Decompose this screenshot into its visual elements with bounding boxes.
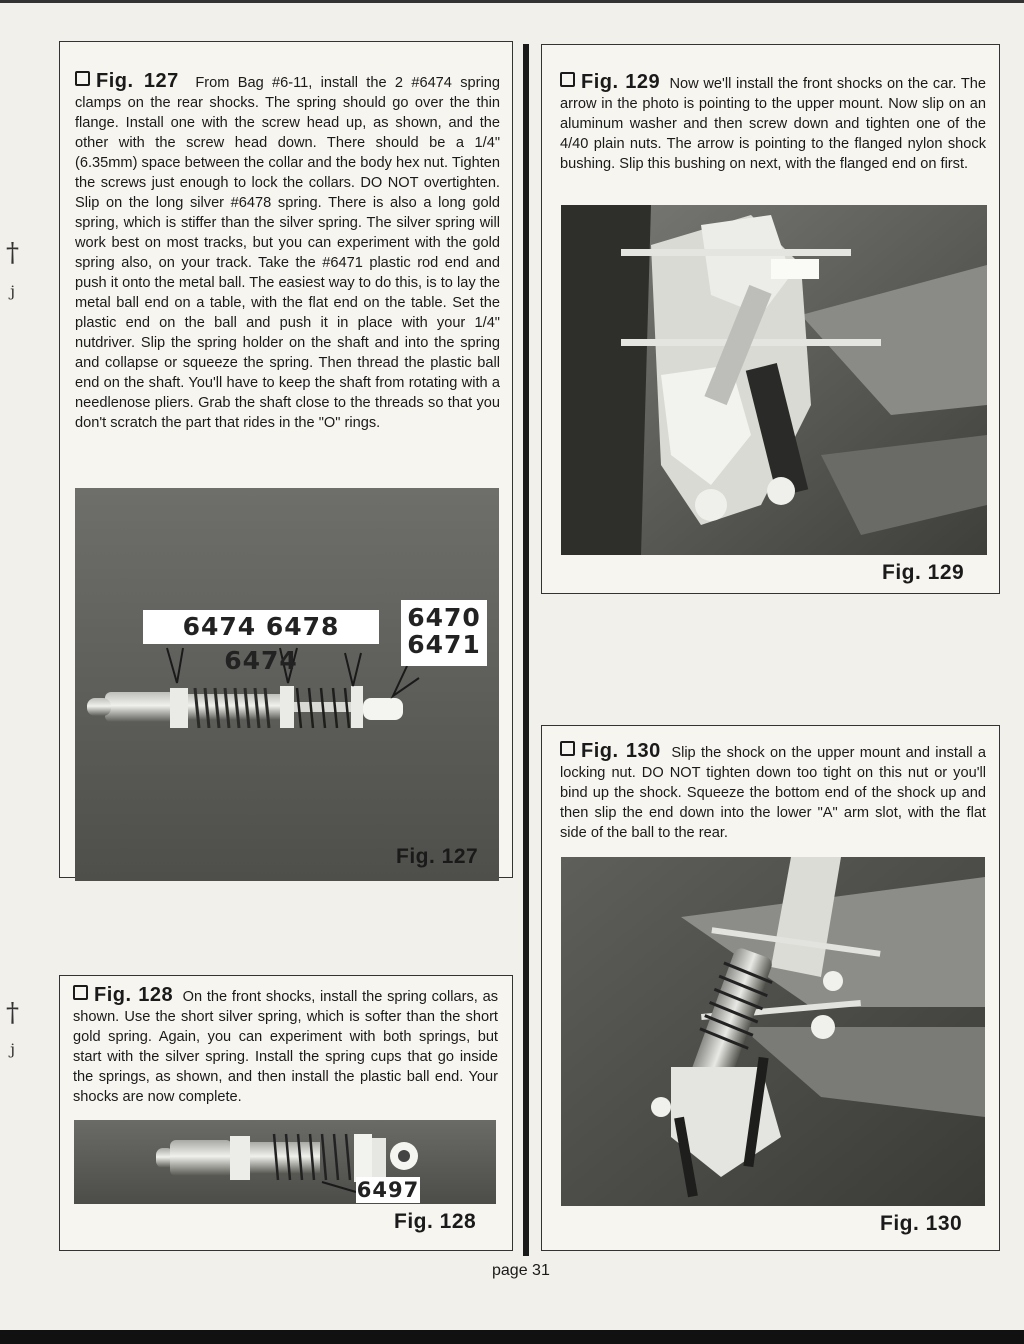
fig-129-text: Now we'll install the front shocks on the car. The arrow in the photo is pointing to the upper mount. Now slip on an aluminum washer and then screw down and tighten one of the 4/40 plain nuts. The arrow is pointing to the flanged nylon shock bushing. Slip this bushing on next, with the flanged end on first.: [560, 76, 986, 172]
page-number: page 31: [492, 1262, 550, 1279]
fig-129-label: Fig. 129: [882, 561, 965, 584]
fig-128-heading: Fig. 128: [94, 984, 174, 1006]
binding-mark: †: [6, 998, 19, 1028]
checkbox-icon[interactable]: [75, 71, 90, 86]
fig-127-photo: [75, 488, 499, 881]
binding-mark: ʲ: [8, 282, 15, 312]
fig-127-text: From Bag #6-11, install the 2 #6474 spring clamps on the rear shocks. The spring should go over the thin flange. Install one with the screw head up, as shown, and the other with the screw head down. There should be a 1/4" (6.35mm) space between the collar and the body hex nut. Tighten the screws just enough to lock the collars. DO NOT overtighten. Slip on the long silver #6478 spring. There is also a long gold spring, which is stiffer than the silver spring. The silver spring will work best on most tracks, but you can experiment with the gold spring also, on your track. Take the #6471 plastic rod end and push it onto the metal ball. The easiest way to do this, is to lay the metal ball end on a table, with the flat end on the table. Set the plastic end on the ball and push it in place with your 1/4" nutdriver. Slip the spring holder on the shaft and into the spring and collapse or squeeze the spring. Then thread the plastic ball end on the shaft. You'll have to keep the shaft from rotating with a needlenose pliers. Grab the shaft close to the threads so that you don't scratch the part that rides in the "O" rings.: [75, 75, 500, 431]
binding-mark: †: [6, 238, 19, 268]
fig-128-part-tag: 6497: [356, 1178, 420, 1202]
fig-129-heading: Fig. 129: [581, 71, 661, 93]
fig-127-panel: [59, 41, 513, 878]
bottom-band: [0, 1330, 1024, 1344]
fig-130-panel: [541, 725, 1000, 1251]
fig-127-caption: [75, 71, 500, 433]
fig-127-heading: Fig. 127: [96, 70, 179, 92]
fig-129-caption: [560, 72, 986, 174]
fig-128-text: On the front shocks, install the spring collars, as shown. Use the short silver spring, which is softer than the short gold spring. Again, you can experiment with both springs, but start with the silver spring. Install the spring cups that go inside the springs, as shown, and then install the plastic ball end. Your shocks are now complete.: [73, 989, 498, 1105]
fig-127-label: Fig. 127: [396, 845, 479, 868]
fig-128-caption: [73, 985, 498, 1107]
fig-130-caption: [560, 741, 986, 843]
fig-127-part-tag-b2: 6471: [407, 630, 481, 659]
center-divider: [523, 44, 529, 1256]
fig-127-part-tag-b: [401, 600, 487, 666]
fig-127-part-tag-a: 6474 6478 6474: [143, 610, 379, 644]
checkbox-icon[interactable]: [560, 72, 575, 87]
fig-130-heading: Fig. 130: [581, 740, 661, 762]
top-rule: [0, 0, 1024, 3]
fig-128-label: Fig. 128: [394, 1210, 477, 1233]
fig-128-panel: [59, 975, 513, 1251]
checkbox-icon[interactable]: [560, 741, 575, 756]
binding-mark: ʲ: [8, 1040, 15, 1070]
fig-130-label: Fig. 130: [880, 1212, 963, 1235]
fig-130-photo: [561, 857, 985, 1206]
fig-128-photo: [74, 1120, 496, 1204]
checkbox-icon[interactable]: [73, 985, 88, 1000]
fig-130-text: Slip the shock on the upper mount and install a locking nut. DO NOT tighten down too tight on this nut or you'll bind up the shock. Squeeze the bottom end of the shock up and then slip the end down into the lower "A" arm slot, with the flat side of the ball to the rear.: [560, 745, 987, 841]
fig-129-panel: [541, 44, 1000, 594]
fig-129-photo: [561, 205, 987, 555]
fig-127-part-tag-b1: 6470: [407, 603, 481, 632]
